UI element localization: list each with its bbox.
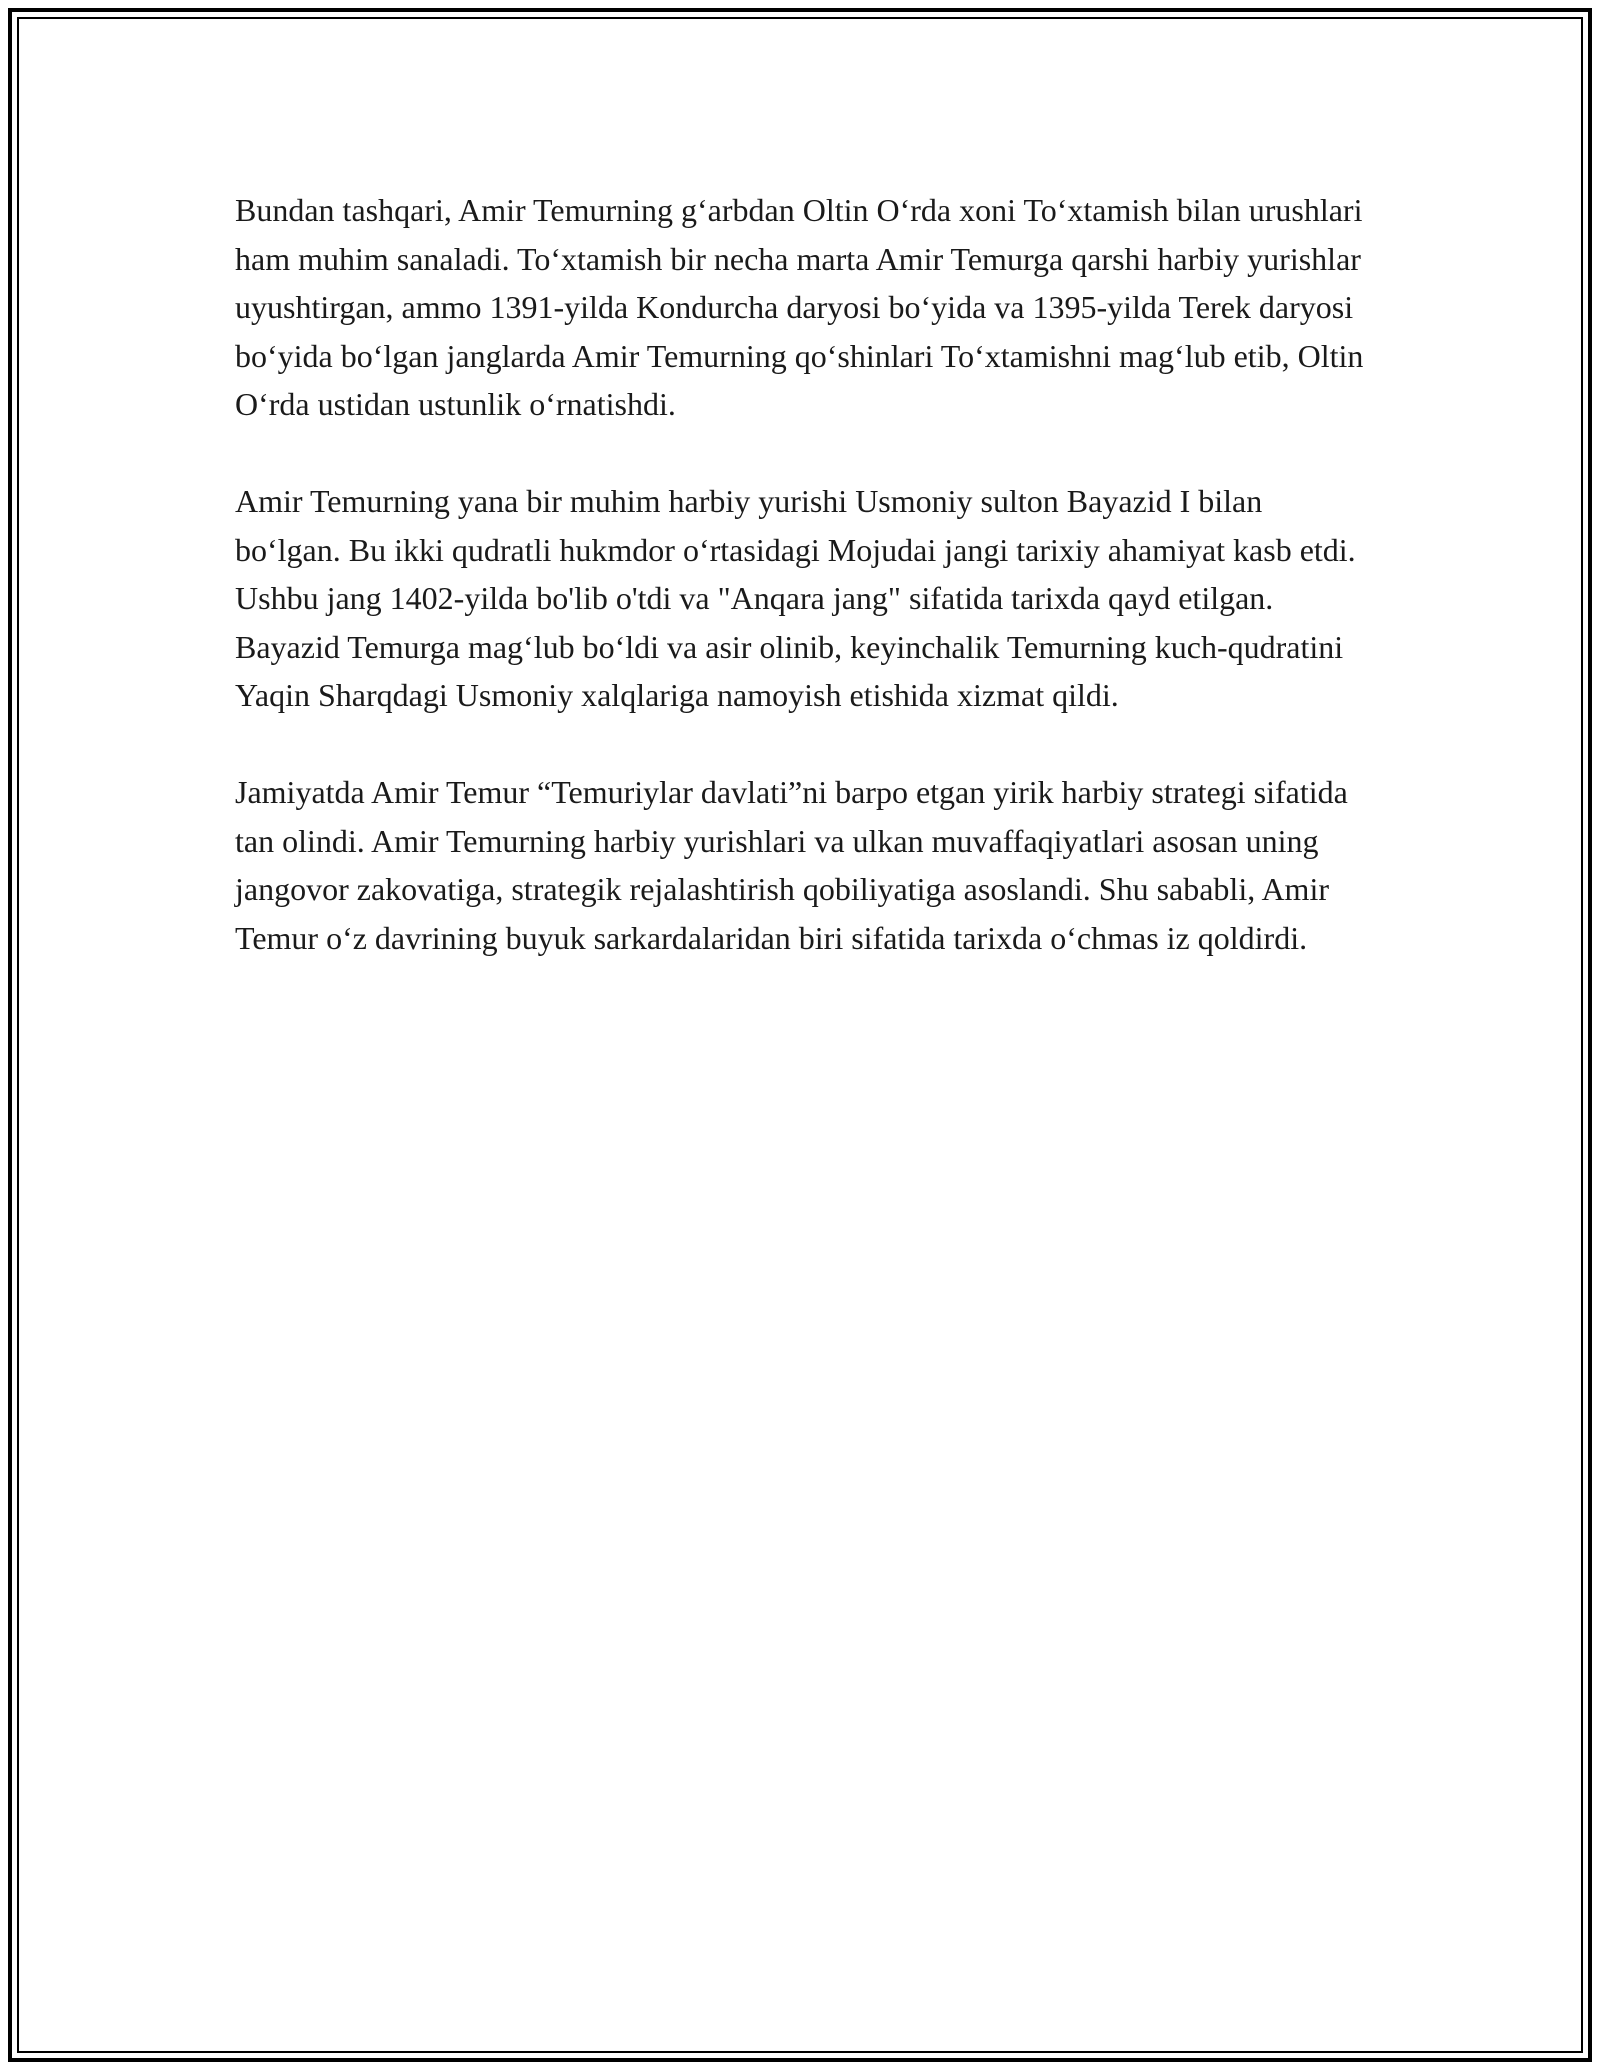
document-body [235, 186, 1375, 1011]
paragraph-1: Bundan tashqari, Amir Temurning g‘arbdan Oltin O‘rda xoni To‘xtamish bilan urushlari ham muhim sanaladi. To‘xtamish bir necha marta Amir Temurga qarshi harbiy yurishlar uyushtirgan, ammo 1391-yilda Kondurcha daryosi bo‘yida va 1395-yilda Terek daryosi bo‘yida bo‘lgan janglarda Amir Temurning qo‘shinlari To‘xtamishni mag‘lub etib, Oltin O‘rda ustidan ustunlik o‘rnatishdi. [235, 192, 1364, 422]
paragraph-3: Jamiyatda Amir Temur “Temuriylar davlati”ni barpo etgan yirik harbiy strategi sifatida tan olindi. Amir Temurning harbiy yurishlari va ulkan muvaffaqiyatlari asosan uning jangovor zakovatiga, strategik rejalashtirish qobiliyatiga asoslandi. Shu sababli, Amir Temur o‘z davrining buyuk sarkardalaridan biri sifatida tarixda o‘chmas iz qoldirdi. [235, 774, 1348, 956]
paragraph-2: Amir Temurning yana bir muhim harbiy yurishi Usmoniy sulton Bayazid I bilan bo‘lgan. Bu ikki qudratli hukmdor o‘rtasidagi Mojudai jangi tarixiy ahamiyat kasb etdi. Ushbu jang 1402-yilda bo'lib o'tdi va "Anqara jang" sifatida tarixda qayd etilgan. Bayazid Temurga mag‘lub bo‘ldi va asir olinib, keyinchalik Temurning kuch-qudratini Yaqin Sharqdagi Usmoniy xalqlariga namoyish etishida xizmat qildi. [235, 483, 1356, 713]
